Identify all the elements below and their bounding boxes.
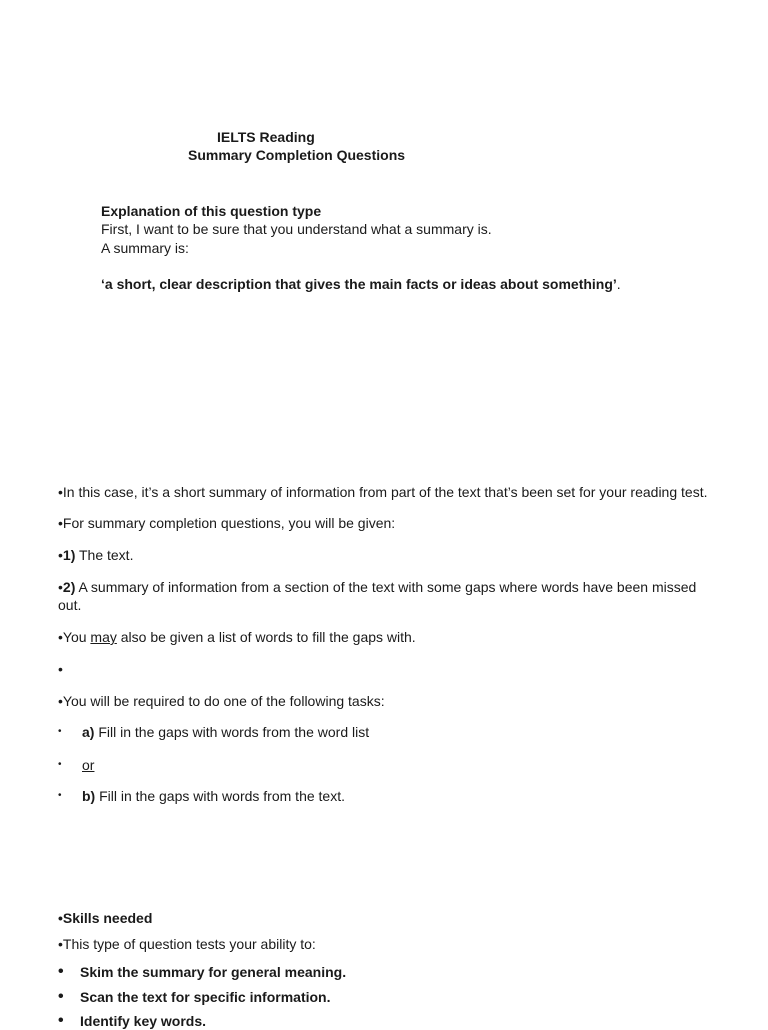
skill-bullet: • xyxy=(58,1012,64,1029)
skill-item: Scan the text for specific information. xyxy=(80,989,331,1005)
summary-definition-quote xyxy=(101,275,621,293)
task-label: b) xyxy=(82,788,96,804)
skill-bullet: • xyxy=(58,963,64,980)
explanation-line-1: First, I want to be sure that you understand what a summary is. xyxy=(101,221,492,237)
skills-heading xyxy=(58,909,152,927)
bullet-glyph: • xyxy=(58,484,63,500)
explanation-line-2: A summary is: xyxy=(101,240,189,256)
task-label: a) xyxy=(82,724,95,740)
task-label: or xyxy=(82,757,95,773)
item-number: 2) xyxy=(62,579,76,595)
quote-end: . xyxy=(616,276,621,292)
skill-item: Skim the summary for general meaning. xyxy=(80,964,347,980)
bullet-glyph: • xyxy=(58,693,63,709)
task-bullet: • xyxy=(58,759,62,770)
bullet-paragraph-4 xyxy=(58,578,708,614)
bullet-text: A summary of information from a section of the text with some gaps where words have been missed out. xyxy=(58,579,697,613)
bullet-paragraph-5 xyxy=(58,628,416,646)
bullet-glyph: • xyxy=(58,515,63,531)
bullet-glyph: • xyxy=(58,910,63,926)
bullet-text: You will be required to do one of the following tasks: xyxy=(62,693,385,709)
bullet-glyph: • xyxy=(58,629,63,645)
bullet-text: The text. xyxy=(75,547,134,563)
task-bullet: • xyxy=(58,790,62,801)
bullet-paragraph-1 xyxy=(58,483,707,501)
bullet-glyph: • xyxy=(58,936,63,952)
quote-text: ‘a short, clear description that gives the main facts or ideas about something’ xyxy=(101,276,617,292)
bullet-paragraph-7 xyxy=(58,692,385,710)
explanation-heading: Explanation of this question type xyxy=(101,203,322,219)
item-number: 1) xyxy=(62,547,76,563)
empty-bullet xyxy=(58,660,63,678)
bullet-text-a: You xyxy=(62,629,91,645)
page-subtitle: Summary Completion Questions xyxy=(188,147,406,163)
task-item-a xyxy=(82,723,369,741)
skills-heading-text: Skills needed xyxy=(62,910,153,926)
skill-item: Identify key words. xyxy=(80,1013,207,1029)
page-title: IELTS Reading xyxy=(217,129,315,145)
bullet-paragraph-3 xyxy=(58,546,133,564)
bullet-glyph: • xyxy=(58,547,63,563)
task-text: Fill in the gaps with words from the word list xyxy=(94,724,370,740)
bullet-paragraph-2 xyxy=(58,514,395,532)
skills-intro-text: This type of question tests your ability to: xyxy=(62,936,316,952)
skills-intro xyxy=(58,935,316,953)
bullet-text: For summary completion questions, you will be given: xyxy=(62,515,396,531)
bullet-glyph: • xyxy=(58,579,63,595)
skill-bullet: • xyxy=(58,988,64,1005)
bullet-text: In this case, it’s a short summary of information from part of the text that’s been set for your reading test. xyxy=(62,484,708,500)
task-item-or xyxy=(82,756,94,774)
emphasis-may: may xyxy=(90,629,117,645)
task-item-b xyxy=(82,787,345,805)
bullet-text-b: also be given a list of words to fill the gaps with. xyxy=(116,629,416,645)
bullet-glyph: • xyxy=(58,661,63,677)
task-text: Fill in the gaps with words from the text. xyxy=(95,788,345,804)
task-bullet: • xyxy=(58,726,62,737)
